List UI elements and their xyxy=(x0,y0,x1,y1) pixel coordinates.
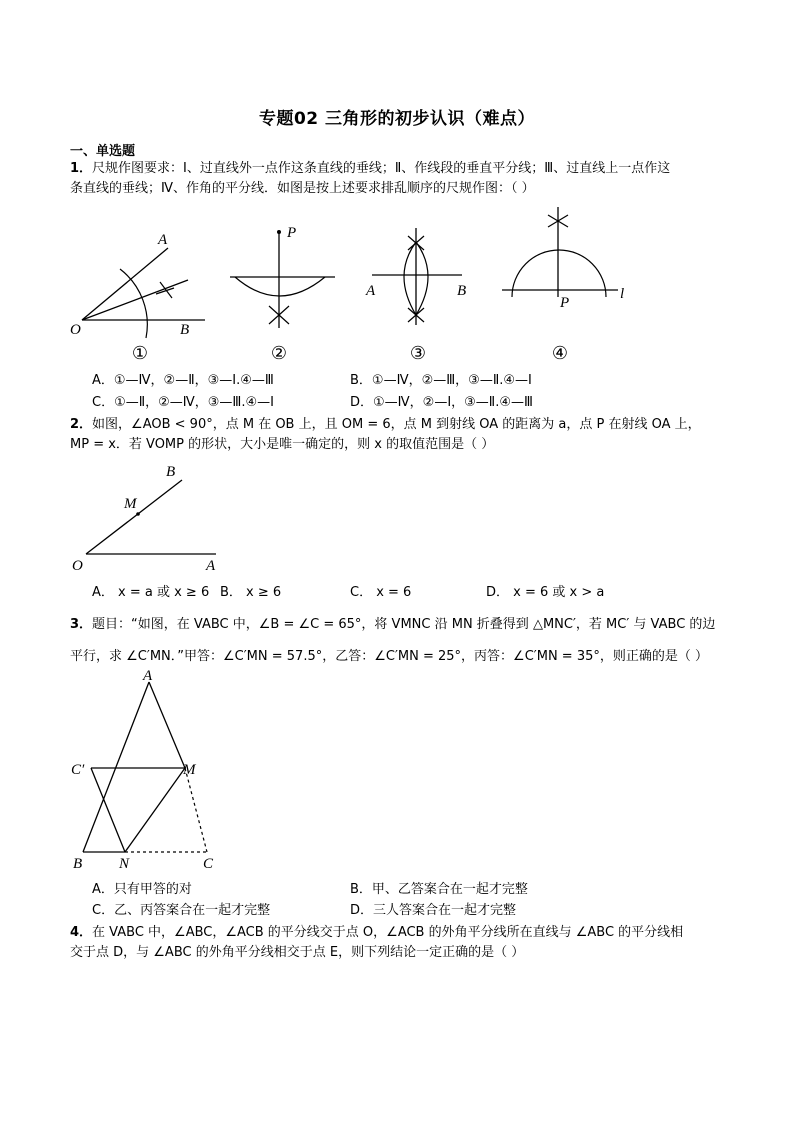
point-label-A: A xyxy=(366,283,376,299)
q2-option-d[interactable]: D． x = 6 或 x > a xyxy=(486,585,605,600)
point-label-C-prime: C′ xyxy=(71,762,85,778)
figure-4-perpendicular-at-point xyxy=(500,205,640,315)
point-label-P: P xyxy=(560,295,570,311)
question-3-text: 题目：“如图，在 VABC 中，∠B = ∠C = 65°，将 VMNC 沿 MN 折叠得到 △MNC′，若 MC′ 与 VABC 的边 xyxy=(92,617,716,632)
point-label-A: A xyxy=(206,558,216,574)
q1-option-c[interactable]: C．①—Ⅱ，②—Ⅳ，③—Ⅲ.④—Ⅰ xyxy=(92,395,275,410)
question-4-number: 4． xyxy=(70,925,93,940)
figure-2-label: ② xyxy=(270,343,288,364)
q3-option-c[interactable]: C．乙、丙答案合在一起才完整 xyxy=(92,903,271,918)
figure-4-label: ④ xyxy=(551,343,569,364)
question-2-line-1 xyxy=(70,416,701,434)
point-label-C: C xyxy=(203,856,214,872)
question-4-text: 在 VABC 中，∠ABC，∠ACB 的平分线交于点 O，∠ACB 的外角平分线所在直线与 ∠ABC 的平分线相 xyxy=(92,925,684,940)
figure-3-perpendicular-bisector xyxy=(362,220,472,330)
q3-option-a[interactable]: A．只有甲答的对 xyxy=(92,882,192,897)
page-title: 专题02 三角形的初步认识（难点） xyxy=(258,109,536,129)
q2-option-a[interactable]: A． x = a 或 x ≥ 6 xyxy=(92,585,210,600)
point-label-B: B xyxy=(166,464,176,480)
point-label-B: B xyxy=(73,856,83,872)
line-label-l: l xyxy=(620,286,625,302)
point-label-A: A xyxy=(143,668,153,684)
question-1-line-2: 条直线的垂线；Ⅳ、作角的平分线．如图是按上述要求排乱顺序的尺规作图：（ ） xyxy=(70,181,535,196)
q1-option-b[interactable]: B．①—Ⅳ，②—Ⅲ，③—Ⅱ.④—Ⅰ xyxy=(350,373,532,388)
question-2-line-2: MP = x．若 VOMP 的形状，大小是唯一确定的，则 x 的取值范围是（ ） xyxy=(70,437,495,452)
question-3-line-1 xyxy=(70,616,715,634)
question-1-text: 尺规作图要求：Ⅰ、过直线外一点作这条直线的垂线；Ⅱ、作线段的垂直平分线；Ⅲ、过直线上一点作这 xyxy=(92,161,671,176)
question-3-number: 3． xyxy=(70,617,93,632)
question-4-line-1 xyxy=(70,924,683,942)
q3-option-d[interactable]: D．三人答案合在一起才完整 xyxy=(350,903,517,918)
q1-option-d[interactable]: D．①—Ⅳ，②—Ⅰ，③—Ⅱ.④—Ⅲ xyxy=(350,395,533,410)
point-label-M: M xyxy=(124,496,137,512)
figure-q2-angle xyxy=(70,460,230,575)
figure-1-label: ① xyxy=(131,343,149,364)
question-3-line-2: 平行，求 ∠C′MN．”甲答：∠C′MN = 57.5°，乙答：∠C′MN = 25°，丙答：∠C′MN = 35°，则正确的是（ ） xyxy=(70,649,708,664)
q2-option-c[interactable]: C． x = 6 xyxy=(350,585,412,600)
question-1-number: 1． xyxy=(70,161,93,176)
point-label-P: P xyxy=(287,225,297,241)
figure-1-angle-bisector xyxy=(60,220,220,345)
question-2-number: 2． xyxy=(70,417,93,432)
point-label-O: O xyxy=(70,322,81,338)
point-label-A: A xyxy=(158,232,168,248)
point-label-M: M xyxy=(183,762,196,778)
question-1-line-1 xyxy=(70,160,670,178)
section-heading: 一、单选题 xyxy=(70,144,136,159)
q3-option-b[interactable]: B．甲、乙答案合在一起才完整 xyxy=(350,882,528,897)
point-label-B: B xyxy=(180,322,190,338)
point-label-N: N xyxy=(119,856,130,872)
q1-option-a[interactable]: A．①—Ⅳ，②—Ⅱ，③—Ⅰ.④—Ⅲ xyxy=(92,373,274,388)
question-4-line-2: 交于点 D，与 ∠ABC 的外角平分线相交于点 E，则下列结论一定正确的是（ ） xyxy=(70,945,525,960)
figure-3-label: ③ xyxy=(409,343,427,364)
figure-q3-fold xyxy=(65,668,235,878)
question-2-text: 如图，∠AOB < 90°，点 M 在 OB 上，且 OM = 6，点 M 到射线 OA 的距离为 a，点 P 在射线 OA 上， xyxy=(92,417,701,432)
q2-option-b[interactable]: B． x ≥ 6 xyxy=(220,585,282,600)
figure-2-perpendicular-from-point xyxy=(225,220,345,335)
point-label-B: B xyxy=(457,283,467,299)
point-label-O: O xyxy=(72,558,83,574)
